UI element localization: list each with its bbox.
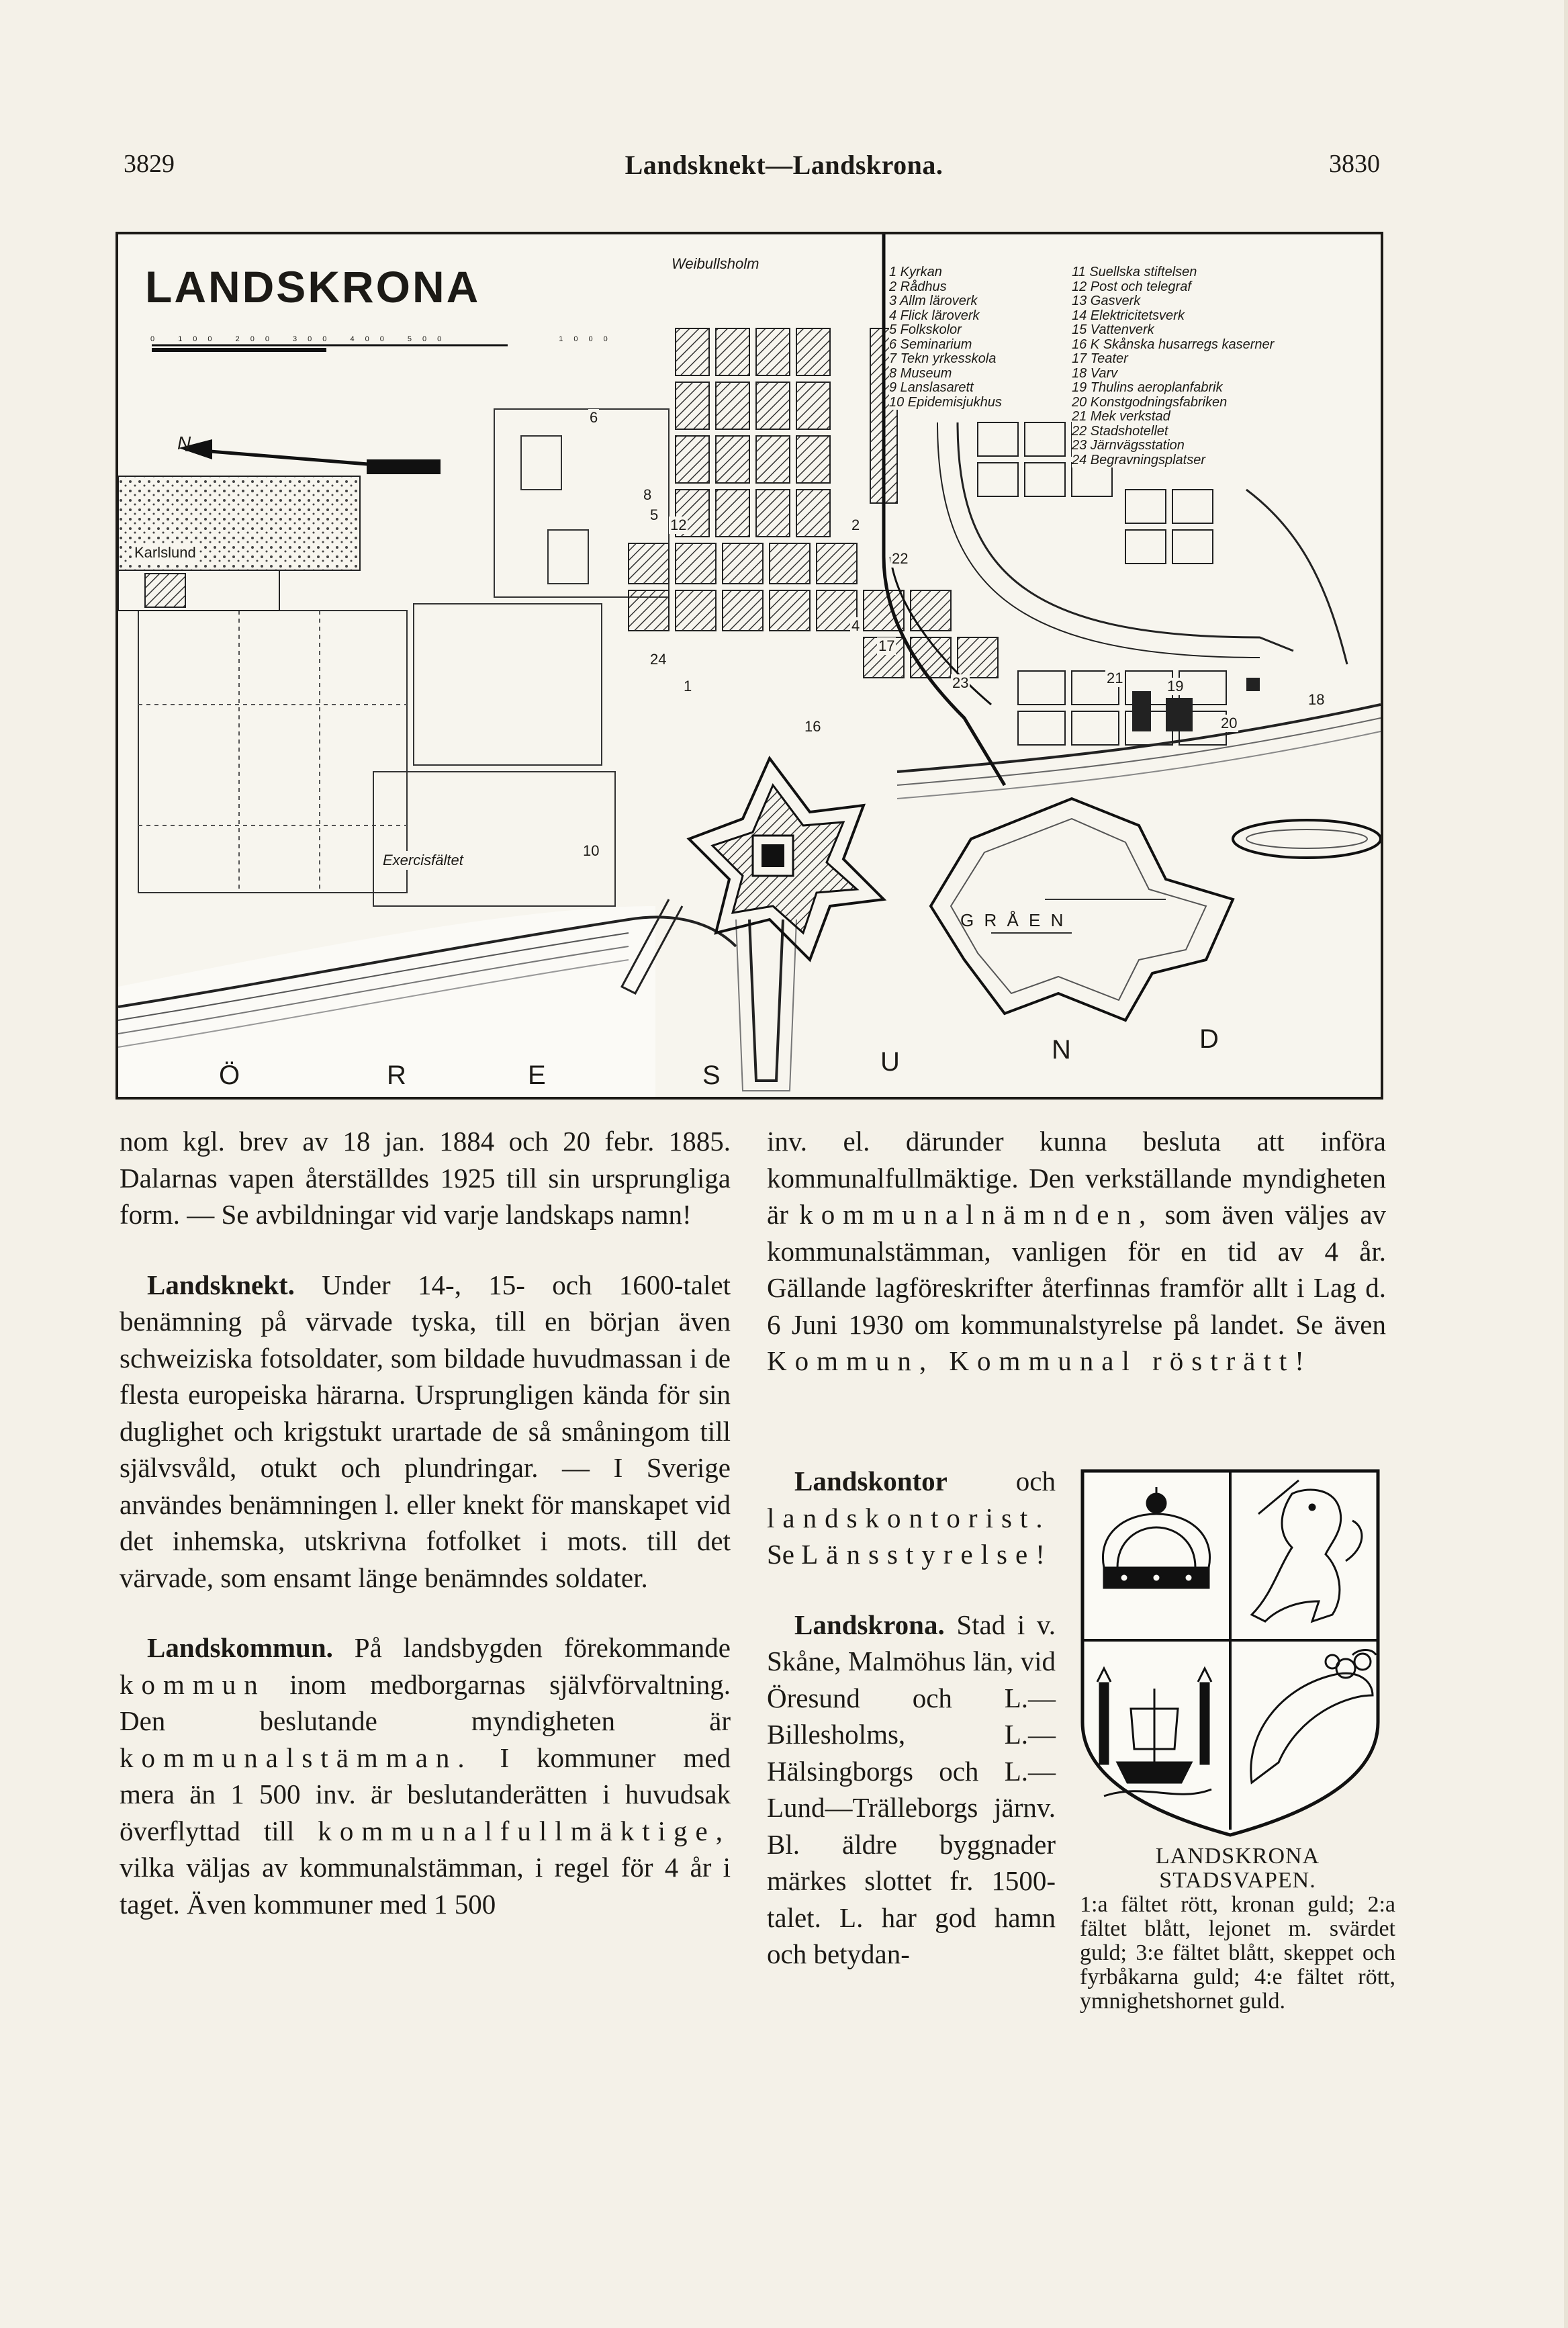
spaced-term: kommunalstämman.: [120, 1742, 473, 1773]
coat-of-arms-caption: [1080, 1844, 1395, 2014]
spaced-term: Länsstyrelse!: [801, 1539, 1053, 1570]
entry-heading: Landskrona.: [794, 1609, 945, 1640]
map-number: 6: [590, 409, 598, 426]
sea-letter: E: [528, 1061, 546, 1090]
sea-letter: D: [1199, 1024, 1219, 1054]
sea-letter: U: [880, 1047, 900, 1077]
text-column-right: [767, 1123, 1386, 1380]
page-number-right: 3830: [1329, 150, 1380, 178]
map-number: 19: [1167, 678, 1184, 695]
legend-item: 8 Museum: [889, 365, 952, 381]
legend-item: 6 Seminarium: [889, 337, 972, 352]
legend-item: 10 Epidemisjukhus: [889, 394, 1002, 410]
entry-landskrona: [767, 1607, 1056, 1973]
paragraph-text: inv. el. därunder kunna besluta att införa kommunalfullmäktige. Den verkställande myndigheten är: [767, 1126, 1386, 1230]
scale-label: 100: [178, 335, 223, 343]
scale-labels: [150, 335, 618, 343]
entry-text: inom medborgarnas självförvaltning. Den beslutande myndigheten är: [120, 1668, 731, 1736]
scale-label: 200: [235, 335, 280, 343]
map-number: 5: [650, 506, 659, 523]
legend-item: 14 Elektricitetsverk: [1072, 308, 1185, 323]
label-karlslund: Karlslund: [132, 543, 199, 562]
map-number: 2: [851, 517, 860, 533]
spaced-term: kommunalnämnden,: [799, 1199, 1154, 1230]
paragraph: [767, 1123, 1386, 1380]
coat-of-arms-illustration: [1077, 1467, 1383, 1838]
paragraph-text: som även väljes av kommunalstämman, vanligen för en tid av 4 år. Gällande lagföreskrifter återfinnas framför allt i Lag d. 6 Juni 1930 om kommunalstyrelse på landet. Se även: [767, 1199, 1387, 1340]
entry-text: vilka väljas av kommunalstämman, i regel för 4 år i taget. Även kommuner med 1 500: [120, 1852, 731, 1920]
map-number: 24: [650, 651, 667, 668]
scale-label: 500: [407, 335, 453, 343]
legend-item: 19 Thulins aeroplanfabrik: [1072, 380, 1223, 395]
entry-text: På landsbygden förekommande: [354, 1632, 731, 1663]
map-number: 16: [804, 718, 821, 735]
legend-item: 13 Gasverk: [1072, 294, 1141, 308]
label-graen: G R Å E N: [960, 910, 1066, 930]
text-column-narrow: [767, 1463, 1056, 1973]
legend-item: 15 Vattenverk: [1072, 322, 1154, 337]
legend-item: 2 Rådhus: [889, 279, 947, 294]
scale-label: 1000: [559, 335, 618, 343]
scale-label: 400: [350, 335, 395, 343]
entry-text: Under 14-, 15- och 1600-talet benämning på värvade tyska, till en början även schweiziska fotsoldater, som bildade huvudmassan i de flesta europeiska härarna. Ursprungligen kända för sin duglighet och krigstukt urartade de så småningom till självsvåld, otukt och plundringar. — I Sverige användes benämningen l. eller knekt för manskapet vid det inhemska, utskrivna fotfolket i mots. till det värvade, som ensamt länge benämndes soldater.: [120, 1269, 731, 1593]
paragraph: [120, 1123, 731, 1233]
map-number: 20: [1221, 715, 1238, 731]
map-number: 22: [892, 550, 909, 567]
legend-item: 16 K Skånska husarregs kaserner: [1072, 337, 1275, 352]
entry-text: Se: [767, 1539, 794, 1570]
scale-label: 300: [293, 335, 338, 343]
legend-item: 18 Varv: [1072, 365, 1118, 381]
label-exercisfaltet: Exercisfältet: [380, 851, 466, 870]
map-number: 4: [851, 617, 860, 634]
text-column-left: [120, 1123, 731, 1922]
entry-text: Stad i v. Skåne, Malmöhus län, vid Öresund och L.—Billesholms, L.—Hälsingborgs och L.—Lund—Trälleborgs järnv. Bl. äldre byggnader märkes slottet fr. 1500-talet. L. har god hamn och betydan-: [767, 1609, 1056, 1969]
spaced-term: kommunalfullmäktige,: [318, 1815, 731, 1846]
caption-body: 1:a fältet rött, kronan guld; 2:a fältet blått, lejonet m. svärdet guld; 3:e fältet blått, skeppet och fyrbåkarna guld; 4:e fältet rött, ymnighetshornet guld.: [1080, 1892, 1395, 2014]
legend-item: 4 Flick läroverk: [889, 308, 980, 323]
entry-landsknekt: [120, 1267, 731, 1597]
spaced-term: kommun: [120, 1668, 266, 1700]
legend-item: 22 Stadshotellet: [1072, 423, 1168, 439]
sea-letter: R: [387, 1061, 406, 1090]
map-number: 12: [670, 517, 687, 533]
map-number: 10: [583, 842, 600, 859]
map-legend-right: [1072, 265, 1361, 467]
label-weibullsholm: Weibullsholm: [669, 255, 762, 273]
legend-item: 11 Suellska stiftelsen: [1072, 265, 1197, 279]
entry-text: I kommuner med mera än 1 500 inv. är beslutanderätten i huvudsak överflyttad till: [120, 1742, 731, 1846]
entry-landskommun: [120, 1629, 731, 1922]
legend-item: 9 Lanslasarett: [889, 380, 974, 395]
legend-item: 7 Tekn yrkesskola: [889, 351, 997, 366]
spaced-term: Kommun, Kommunal rösträtt!: [767, 1345, 1312, 1376]
caption-title: LANDSKRONA STADSVAPEN.: [1155, 1844, 1320, 1893]
entry-heading: Landskommun.: [147, 1632, 333, 1663]
paragraph-text: nom kgl. brev av 18 jan. 1884 och 20 febr. 1885. Dalarnas vapen återställdes 1925 till sin ursprungliga form. — Se avbildningar vid varje landskaps namn!: [120, 1126, 731, 1230]
legend-item: 5 Folkskolor: [889, 322, 962, 337]
legend-item: 24 Begravningsplatser: [1072, 452, 1206, 467]
entry-landskontor: [767, 1463, 1056, 1573]
entry-heading: Landskontor: [794, 1466, 948, 1496]
sea-letter: S: [702, 1061, 721, 1090]
running-title: Landsknekt—Landskrona.: [625, 150, 943, 180]
map-number: 8: [643, 486, 652, 503]
legend-item: 17 Teater: [1072, 351, 1128, 366]
entry-heading: Landsknekt.: [147, 1269, 295, 1300]
legend-item: 3 Allm läroverk: [889, 294, 978, 308]
map-number: 23: [952, 674, 969, 691]
sea-letter: N: [1052, 1035, 1071, 1065]
map-number: 1: [684, 678, 692, 695]
legend-item: 1 Kyrkan: [889, 265, 942, 279]
legend-item: 21 Mek verkstad: [1072, 409, 1170, 424]
map-number: 17: [878, 637, 895, 654]
page-number-left: 3829: [124, 150, 175, 178]
legend-item: 23 Järnvägsstation: [1072, 438, 1185, 453]
scale-label: 0: [150, 335, 166, 343]
map-title: LANDSKRONA: [141, 261, 484, 312]
map-legend-left: [889, 265, 1058, 410]
legend-item: 12 Post och telegraf: [1072, 279, 1191, 294]
north-label: N: [177, 433, 191, 453]
sea-letter: Ö: [219, 1061, 240, 1090]
legend-item: 20 Konstgodningsfabriken: [1072, 394, 1228, 410]
entry-text: och: [1015, 1466, 1056, 1496]
spaced-term: landskontorist.: [767, 1502, 1051, 1533]
landskrona-map: [116, 232, 1383, 1100]
map-number: 18: [1308, 691, 1325, 708]
map-number: 21: [1107, 670, 1123, 686]
